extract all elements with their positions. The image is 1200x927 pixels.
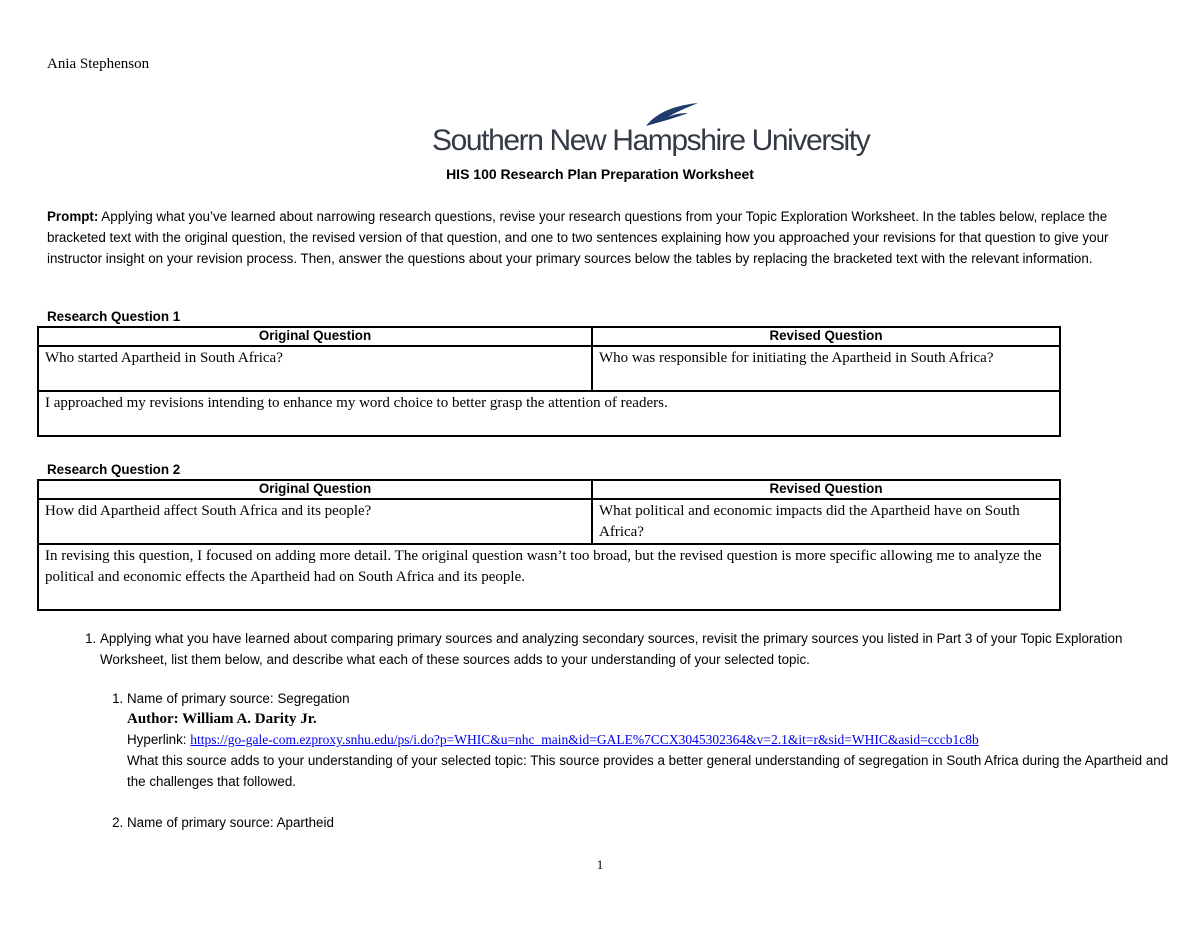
questions-list <box>65 629 1180 853</box>
source-author[interactable]: William A. Darity Jr. <box>182 711 317 728</box>
revision-explanation-cell[interactable]: In revising this question, I focused on adding more detail. The original question wasn’t too broad, but the revised question is more specific allowing me to analyze the political and economic effects the Apartheid had on South Africa and its people. <box>38 544 1060 610</box>
header-original-question: Original Question <box>38 480 592 499</box>
revised-question-cell[interactable]: Who was responsible for initiating the Apartheid in South Africa? <box>592 346 1060 391</box>
source-name[interactable]: Segregation <box>277 690 350 706</box>
author-name: Ania Stephenson <box>47 56 150 72</box>
primary-source-item <box>127 813 1180 834</box>
question-1-text: Applying what you have learned about comparing primary sources and analyzing secondary sources, revisit the primary sources you listed in Part 3 of your Topic Exploration Worksheet, list them below, and describe what each of these sources adds to your understanding of your selected topic. <box>100 631 1123 667</box>
source-author-label: Author: <box>127 711 183 728</box>
prompt-label: Prompt: <box>47 209 99 224</box>
university-logo <box>432 106 870 158</box>
source-adds-text[interactable]: This source provides a better general understanding of segregation in South Africa during the Apartheid and the challenges that followed. <box>127 752 1169 789</box>
prompt-paragraph <box>47 207 1147 269</box>
revised-question-cell[interactable]: What political and economic impacts did the Apartheid have on South Africa? <box>592 499 1060 544</box>
header-original-question: Original Question <box>38 327 592 346</box>
source-name-label: Name of primary source: <box>127 814 277 830</box>
primary-sources-list <box>100 689 1180 834</box>
original-question-cell[interactable]: How did Apartheid affect South Africa and its people? <box>38 499 592 544</box>
research-question-1-table <box>37 326 1061 437</box>
research-question-2-table <box>37 479 1061 611</box>
research-question-1-label: Research Question 1 <box>47 309 181 324</box>
source-hyperlink-label: Hyperlink: <box>127 732 191 748</box>
logo-wordmark: Southern New Hampshire University <box>432 124 870 157</box>
prompt-text: Applying what you’ve learned about narrowing research questions, revise your research questions from your Topic Exploration Worksheet. In the tables below, replace the bracketed text with the original question, the revised version of that question, and one to two sentences explaining how you approached your revisions for that question to give your instructor insight on your revision process. Then, answer the questions about your primary sources below the tables by replacing the bracketed text with the relevant information. <box>47 209 1109 266</box>
page-title: HIS 100 Research Plan Preparation Worksheet <box>446 166 754 182</box>
quill-icon <box>642 102 702 128</box>
revision-explanation-cell[interactable]: I approached my revisions intending to enhance my word choice to better grasp the attention of readers. <box>38 391 1060 436</box>
research-question-2-label: Research Question 2 <box>47 462 181 477</box>
source-name-label: Name of primary source: <box>127 690 278 706</box>
primary-source-item <box>127 689 1180 793</box>
question-1 <box>100 629 1180 833</box>
page-number: 1 <box>596 857 604 872</box>
header-revised-question: Revised Question <box>592 327 1060 346</box>
source-adds-label: What this source adds to your understanding of your selected topic: <box>127 752 531 768</box>
original-question-cell[interactable]: Who started Apartheid in South Africa? <box>38 346 592 391</box>
header-revised-question: Revised Question <box>592 480 1060 499</box>
source-hyperlink[interactable]: https://go-gale-com.ezproxy.snhu.edu/ps/i.do?p=WHIC&u=nhc_main&id=GALE%7CCX3045302364&v=2.1&it=r&sid=WHIC&asid=cccb1c8b <box>190 732 979 748</box>
source-name[interactable]: Apartheid <box>276 814 334 830</box>
